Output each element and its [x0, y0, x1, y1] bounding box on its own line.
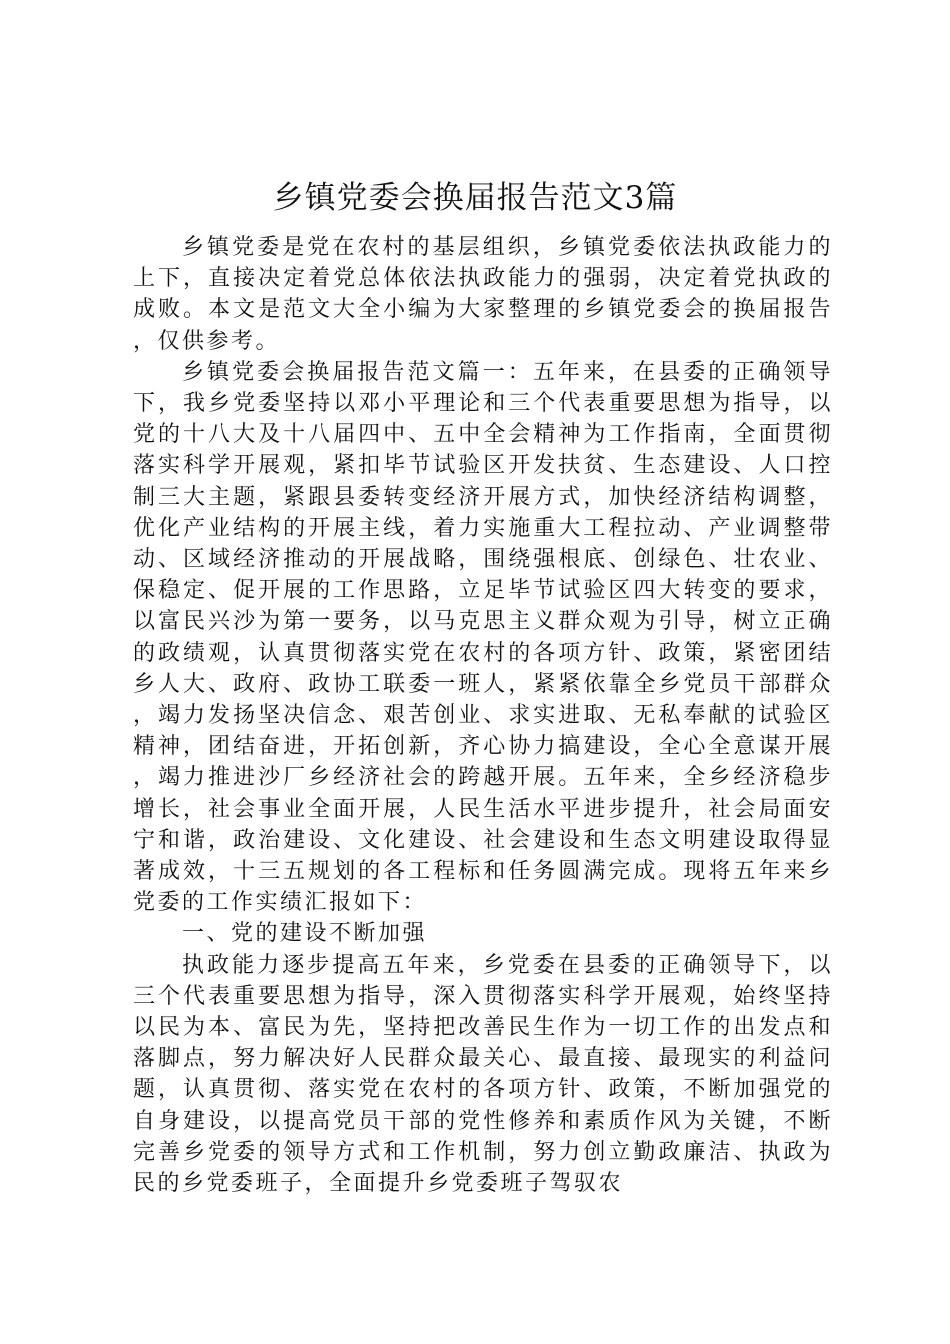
document-title: 乡镇党委会换届报告范文3篇: [272, 180, 678, 216]
document-body: [133, 232, 833, 1199]
paragraph-intro: 乡镇党委是党在农村的基层组织，乡镇党委依法执政能力的上下，直接决定着党总体依法执政能力的强弱，决定着党执政的成败。本文是范文大全小编为大家整理的乡镇党委会的换届报告，仅供参考。: [133, 235, 833, 354]
paragraph-report-one: 乡镇党委会换届报告范文篇一：五年来，在县委的正确领导下，我乡党委坚持以邓小平理论和三个代表重要思想为指导，以党的十八大及十八届四中、五中全会精神为工作指南，全面贯彻落实科学开展观，紧扣毕节试验区开发扶贫、生态建设、人口控制三大主题，紧跟县委转变经济开展方式，加快经济结构调整，优化产业结构的开展主线，着力实施重大工程拉动、产业调整带动、区域经济推动的开展战略，围绕强根底、创绿色、壮农业、保稳定、促开展的工作思路，立足毕节试验区四大转变的要求，以富民兴沙为第一要务，以马克思主义群众观为引导，树立正确的政绩观，认真贯彻落实党在农村的各项方针、政策，紧密团结乡人大、政府、政协工联委一班人，紧紧依靠全乡党员干部群众，竭力发扬坚决信念、艰苦创业、求实进取、无私奉献的试验区精神，团结奋进，开拓创新，齐心协力搞建设，全心全意谋开展，竭力推进沙厂乡经济社会的跨越开展。五年来，全乡经济稳步增长，社会事业全面开展，人民生活水平进步提升，社会局面安宁和谐，政治建设、文化建设、社会建设和生态文明建设取得显著成效，十三五规划的各工程标和任务圆满完成。现将五年来乡党委的工作实绩汇报如下：: [133, 359, 833, 916]
paragraph-governance: 执政能力逐步提高五年来，乡党委在县委的正确领导下，以三个代表重要思想为指导，深入贯彻落实科学开展观，始终坚持以民为本、富民为先，坚持把改善民生作为一切工作的出发点和落脚点，努力解决好人民群众最关心、最直接、最现实的利益问题，认真贯彻、落实党在农村的各项方针、政策，不断加强党的自身建设，以提高党员干部的党性修养和素质作风为关键，不断完善乡党委的领导方式和工作机制，努力创立勤政廉洁、执政为民的乡党委班子，全面提升乡党委班子驾驭农: [133, 952, 833, 1197]
section-heading-party-building: 一、党的建设不断加强: [182, 921, 428, 947]
